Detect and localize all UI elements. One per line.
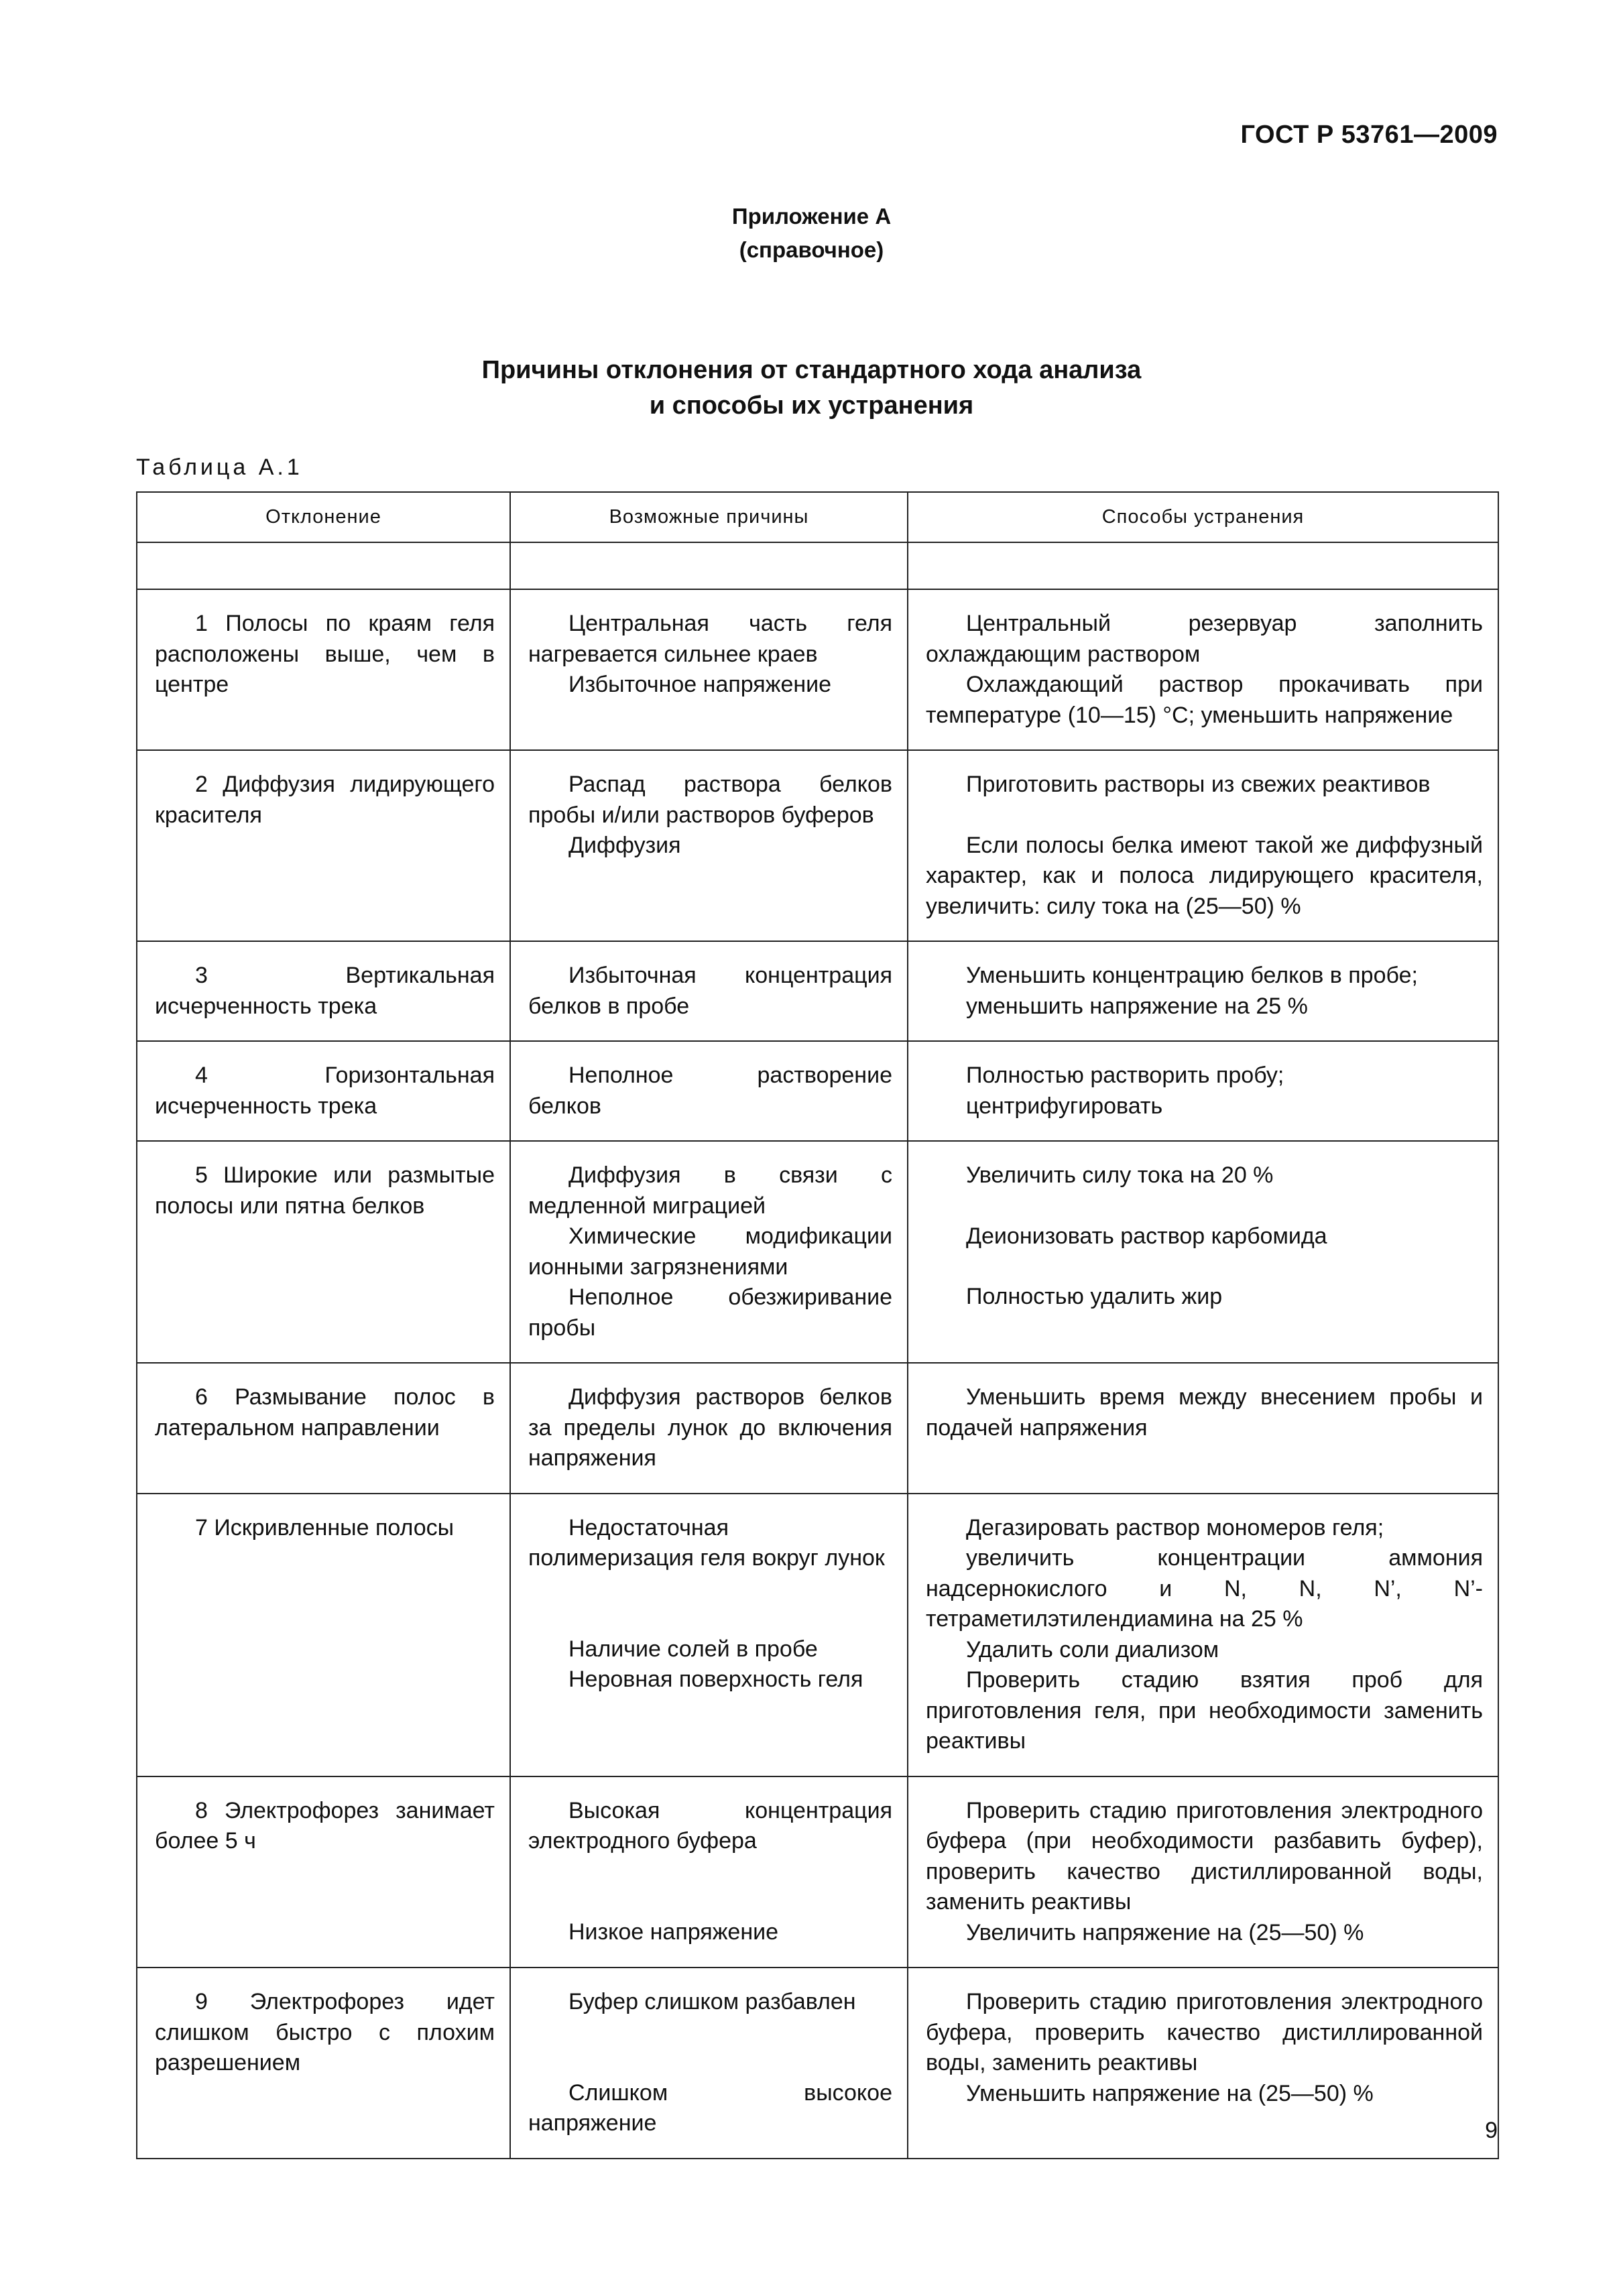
remedies-cell — [908, 1968, 1498, 2159]
cause-item: Диффузия растворов белков за пределы лунок до включения напряжения — [528, 1384, 892, 1471]
table-row — [137, 1968, 1498, 2159]
remedies-cell — [908, 1776, 1498, 1968]
deviation-text: 1 Полосы по краям геля расположены выше, чем в центре — [155, 611, 495, 697]
remedy-item: увеличить концентрации аммония надсернокислого и N, N, N’, N’-тетраметилэтилендиамина на 25 % — [926, 1545, 1483, 1632]
remedies-cell — [908, 1494, 1498, 1776]
cause-item: Недостаточная полимеризация геля вокруг лунок — [528, 1514, 885, 1571]
deviation-text: 2 Диффузия лидирующего красителя — [155, 772, 495, 828]
section-title-line-2: и способы их устранения — [649, 391, 974, 420]
appendix-title: Приложение А — [731, 204, 892, 229]
deviation-cell — [137, 1141, 510, 1363]
cause-item: Избыточное напряжение — [568, 672, 832, 697]
deviation-text: 4 Горизонтальная исчерченность трека — [155, 1063, 495, 1119]
remedy-item: Удалить соли диализом — [966, 1636, 1219, 1663]
remedy-item: Проверить стадию приготовления электродного буфера (при необходимости разбавить буфер), проверить качество дистиллированной воды, заменить реактивы — [926, 1797, 1483, 1915]
remedy-item: Охлаждающий раствор прокачивать при температуре (10—15) °С; уменьшить напряжение — [926, 672, 1483, 728]
table-spacer-row — [137, 542, 1498, 589]
deviation-cell — [137, 1968, 510, 2159]
cause-item: Неровная поверхность геля — [568, 1667, 863, 1692]
causes-cell — [510, 1041, 908, 1141]
section-title-line-1: Причины отклонения от стандартного хода анализа — [481, 356, 1142, 384]
remedy-item: Дегазировать раствор мономеров геля; — [966, 1514, 1384, 1540]
table-label: Таблица А.1 — [136, 455, 303, 480]
causes-cell — [510, 1968, 908, 2159]
remedies-cell — [908, 1363, 1498, 1494]
causes-cell — [510, 941, 908, 1041]
causes-cell — [510, 1363, 908, 1494]
cause-item: Распад раствора белков пробы и/или растворов буферов — [528, 772, 892, 828]
remedy-item: уменьшить напряжение на 25 % — [966, 993, 1308, 1019]
causes-cell — [510, 1494, 908, 1776]
causes-cell — [510, 589, 908, 750]
remedy-item: Уменьшить время между внесением пробы и подачей напряжения — [926, 1384, 1483, 1441]
deviation-text: 9 Электрофорез идет слишком быстро с плохим разрешением — [155, 1989, 495, 2075]
deviation-text: 3 Вертикальная исчерченность трека — [155, 963, 495, 1019]
table-row — [137, 750, 1498, 941]
deviation-cell — [137, 589, 510, 750]
deviation-cell — [137, 750, 510, 941]
cause-item: Избыточная концентрация белков в пробе — [528, 963, 892, 1019]
deviation-text: 7 Искривленные полосы — [195, 1514, 455, 1540]
deviation-text: 5 Широкие или размытые полосы или пятна белков — [155, 1162, 495, 1219]
remedy-item: центрифугировать — [966, 1093, 1163, 1119]
deviation-cell — [137, 1776, 510, 1968]
cause-item: Наличие солей в пробе — [568, 1636, 818, 1662]
cause-item: Низкое напряжение — [568, 1919, 779, 1945]
table-row — [137, 1776, 1498, 1968]
cause-item: Слишком высокое напряжение — [528, 2079, 892, 2136]
appendix-note: (справочное) — [739, 237, 884, 262]
cause-item: Неполное обезжиривание пробы — [528, 1284, 892, 1341]
cause-item: Неполное растворение белков — [528, 1063, 892, 1119]
remedies-cell — [908, 1141, 1498, 1363]
causes-cell — [510, 1776, 908, 1968]
remedy-item: Центральный резервуар заполнить охлаждающим раствором — [926, 611, 1483, 667]
page-number: 9 — [1485, 2118, 1498, 2143]
cause-item: Высокая концентрация электродного буфера — [528, 1797, 892, 1854]
header-remedies: Способы устранения — [908, 492, 1498, 542]
appendix-heading — [0, 200, 1623, 267]
header-deviation: Отклонение — [137, 492, 510, 542]
deviation-text: 8 Электрофорез занимает более 5 ч — [155, 1797, 495, 1854]
remedy-item: Уменьшить концентрацию белков в пробе; — [966, 963, 1418, 988]
remedy-item: Проверить стадию взятия проб для приготовления геля, при необходимости заменить реактивы — [926, 1667, 1483, 1754]
document-code: ГОСТ Р 53761—2009 — [1240, 121, 1498, 149]
remedy-item: Увеличить напряжение на (25—50) % — [966, 1919, 1364, 1945]
table-row — [137, 1494, 1498, 1776]
deviation-cell — [137, 1041, 510, 1141]
remedy-item: Увеличить силу тока на 20 % — [966, 1162, 1274, 1188]
remedies-cell — [908, 589, 1498, 750]
remedy-item: Уменьшить напряжение на (25—50) % — [966, 2080, 1374, 2106]
deviation-cell — [137, 1363, 510, 1494]
deviation-text: 6 Размывание полос в латеральном направлении — [155, 1384, 495, 1441]
cause-item: Центральная часть геля нагревается сильнее краев — [528, 611, 892, 667]
table-header-row — [137, 492, 1498, 542]
remedy-item: Если полосы белка имеют такой же диффузный характер, как и полоса лидирующего красителя, увеличить: силу тока на (25—50) % — [926, 832, 1483, 919]
remedy-item: Полностью удалить жир — [966, 1284, 1223, 1309]
remedy-item: Приготовить растворы из свежих реактивов — [966, 772, 1431, 797]
table-row — [137, 1041, 1498, 1141]
remedy-item: Проверить стадию приготовления электродного буфера, проверить качество дистиллированной воды, заменить реактивы — [926, 1989, 1483, 2075]
header-causes: Возможные причины — [510, 492, 908, 542]
table-row — [137, 941, 1498, 1041]
cause-item: Химические модификации ионными загрязнениями — [528, 1223, 892, 1280]
cause-item: Буфер слишком разбавлен — [568, 1989, 856, 2014]
deviation-cell — [137, 941, 510, 1041]
troubleshooting-table — [136, 491, 1499, 2159]
causes-cell — [510, 750, 908, 941]
remedies-cell — [908, 1041, 1498, 1141]
causes-cell — [510, 1141, 908, 1363]
table-row — [137, 1141, 1498, 1363]
section-title — [0, 353, 1623, 424]
table-row — [137, 589, 1498, 750]
cause-item: Диффузия — [568, 833, 681, 858]
cause-item: Диффузия в связи с медленной миграцией — [528, 1162, 892, 1219]
remedy-item: Деионизовать раствор карбомида — [966, 1223, 1327, 1249]
remedies-cell — [908, 750, 1498, 941]
remedy-item: Полностью растворить пробу; — [966, 1063, 1284, 1088]
remedies-cell — [908, 941, 1498, 1041]
table-row — [137, 1363, 1498, 1494]
deviation-cell — [137, 1494, 510, 1776]
